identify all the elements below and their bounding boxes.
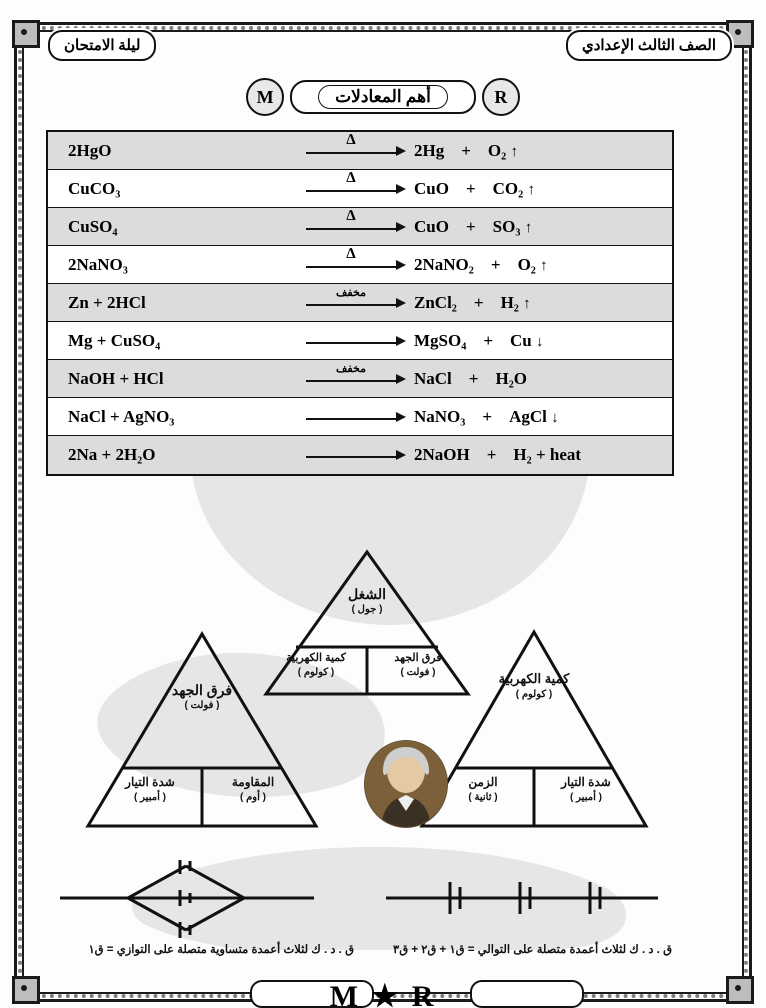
triangle-voltage-left-cell: شدة التيار ( أمبير ) bbox=[125, 775, 175, 803]
equations-table bbox=[46, 130, 674, 476]
product-primary: CuO bbox=[414, 216, 449, 236]
formula-triangles-area bbox=[46, 540, 674, 870]
product-plus-sign: + bbox=[465, 216, 476, 236]
equation-row bbox=[48, 132, 672, 170]
grade-level-pill: الصف الثالث الإعدادي bbox=[566, 30, 732, 61]
reaction-arrow-icon bbox=[302, 360, 414, 398]
equation-products bbox=[414, 255, 666, 275]
product-secondary: SO₃ bbox=[492, 216, 521, 236]
product-secondary: O₂ bbox=[487, 140, 507, 160]
product-primary: 2NaOH bbox=[414, 445, 470, 464]
reaction-arrow-icon bbox=[302, 132, 414, 170]
reaction-arrow-icon bbox=[302, 322, 414, 360]
reaction-arrow-icon bbox=[302, 170, 414, 208]
reaction-arrow-icon bbox=[302, 284, 414, 322]
page-title-row bbox=[0, 78, 766, 116]
product-state-symbol: ↑ bbox=[523, 295, 531, 312]
reaction-arrow-icon bbox=[302, 246, 414, 284]
product-state-symbol: ↑ bbox=[510, 143, 518, 160]
equation-products bbox=[414, 217, 666, 237]
product-state-symbol: ↑ bbox=[527, 181, 536, 198]
arrow-condition-label: مخفف bbox=[336, 362, 366, 375]
equation-reactants: CuSO₄ bbox=[68, 216, 118, 236]
product-plus-sign: + bbox=[490, 254, 501, 274]
equation-products bbox=[414, 407, 666, 427]
product-plus-sign: + bbox=[482, 406, 493, 426]
equation-row bbox=[48, 246, 672, 284]
equation-products bbox=[414, 369, 666, 389]
equation-reactants: 2NaNO₃ bbox=[68, 254, 128, 274]
product-secondary: H₂O bbox=[495, 368, 528, 388]
reaction-arrow-icon bbox=[302, 208, 414, 246]
equation-reactants: NaCl + AgNO₃ bbox=[68, 406, 175, 426]
product-plus-sign: + bbox=[461, 140, 471, 160]
product-state-symbol: ↓ bbox=[536, 333, 544, 350]
triangle-charge-left-cell: الزمن ( ثانية ) bbox=[468, 775, 498, 803]
product-plus-sign: + bbox=[483, 330, 494, 350]
product-primary: NaCl bbox=[414, 368, 452, 388]
triangle-work-right-cell: فرق الجهد ( فولت ) bbox=[394, 652, 442, 678]
triangle-voltage bbox=[84, 630, 320, 830]
product-plus-sign: + bbox=[486, 445, 497, 464]
triangle-charge bbox=[418, 628, 650, 830]
equation-products bbox=[414, 141, 666, 161]
reaction-arrow-icon bbox=[302, 436, 414, 474]
product-state-symbol: ↑ bbox=[524, 219, 533, 236]
product-state-symbol: ↓ bbox=[551, 409, 559, 426]
series-circuit bbox=[386, 882, 658, 914]
equation-reactants: Mg + CuSO₄ bbox=[68, 330, 161, 350]
arrow-condition-label: مخفف bbox=[336, 286, 366, 299]
equation-row bbox=[48, 436, 672, 474]
product-state-symbol: ↑ bbox=[540, 257, 548, 274]
equation-row bbox=[48, 322, 672, 360]
product-secondary: O₂ bbox=[517, 254, 536, 274]
product-primary: 2NaNO₂ bbox=[414, 254, 474, 274]
triangle-work-apex: الشغل ( جول ) bbox=[347, 586, 386, 616]
product-plus-sign: + bbox=[473, 292, 484, 312]
page-title bbox=[290, 80, 476, 114]
equation-row bbox=[48, 170, 672, 208]
battery-circuits-area bbox=[46, 860, 674, 956]
triangle-charge-apex: كمية الكهربية ( كولوم ) bbox=[498, 671, 570, 700]
equation-products bbox=[414, 293, 666, 313]
product-secondary: H₂ bbox=[500, 292, 519, 312]
product-secondary: H₂ + heat bbox=[513, 445, 582, 464]
caption-parallel: ق . د . ك لثلاث أعمدة متساوية متصلة على التوازي = ق١ bbox=[88, 944, 354, 956]
corner-ornament-top-left bbox=[12, 20, 40, 48]
circuit-diagrams bbox=[46, 860, 674, 938]
caption-series: ق . د . ك لثلاث أعمدة متصلة على التوالي = ق١ + ق٢ + ق٣ bbox=[393, 944, 672, 956]
triangle-voltage-apex: فرق الجهد ( فولت ) bbox=[171, 682, 233, 712]
product-plus-sign: + bbox=[468, 368, 479, 388]
equation-products bbox=[414, 179, 666, 199]
parallel-circuit bbox=[60, 866, 314, 930]
arrow-condition-label: ∆ bbox=[346, 207, 356, 224]
page-title-text: أهم المعادلات bbox=[318, 85, 448, 109]
arrow-condition-label: ∆ bbox=[346, 169, 356, 186]
equation-row bbox=[48, 398, 672, 436]
arrow-condition-label: ∆ bbox=[346, 131, 356, 148]
product-secondary: Cu bbox=[510, 330, 532, 350]
exam-night-pill: ليلة الامتحان bbox=[48, 30, 156, 61]
equation-row bbox=[48, 360, 672, 398]
product-secondary: AgCl bbox=[509, 406, 547, 426]
footer-brand: M ★ R bbox=[329, 980, 437, 1008]
triangle-charge-right-cell: شدة التيار ( أمبير ) bbox=[561, 775, 611, 803]
reaction-arrow-icon bbox=[302, 398, 414, 436]
equation-reactants: 2HgO bbox=[68, 140, 112, 160]
equation-reactants: Zn + 2HCl bbox=[68, 292, 146, 312]
triangle-voltage-right-cell: المقاومة ( أوم ) bbox=[231, 775, 275, 803]
equation-reactants: NaOH + HCl bbox=[68, 368, 164, 388]
triangle-work-left-cell: كمية الكهربية ( كولوم ) bbox=[286, 652, 346, 678]
product-primary: 2Hg bbox=[414, 140, 445, 160]
product-plus-sign: + bbox=[465, 178, 476, 198]
equation-reactants: CuCO₃ bbox=[68, 178, 121, 198]
product-secondary: CO₂ bbox=[492, 178, 524, 198]
equation-row bbox=[48, 208, 672, 246]
badge-r: R bbox=[482, 78, 520, 116]
equation-reactants: 2Na + 2H₂O bbox=[68, 445, 156, 464]
franklin-portrait bbox=[364, 740, 448, 828]
arrow-condition-label: ∆ bbox=[346, 245, 356, 262]
equation-products bbox=[414, 331, 666, 351]
equation-row bbox=[48, 284, 672, 322]
badge-m: M bbox=[246, 78, 284, 116]
product-primary: CuO bbox=[414, 178, 449, 198]
equation-products bbox=[414, 445, 666, 465]
product-primary: ZnCl₂ bbox=[414, 292, 457, 312]
product-primary: MgSO₄ bbox=[414, 330, 467, 350]
product-primary: NaNO₃ bbox=[414, 406, 466, 426]
